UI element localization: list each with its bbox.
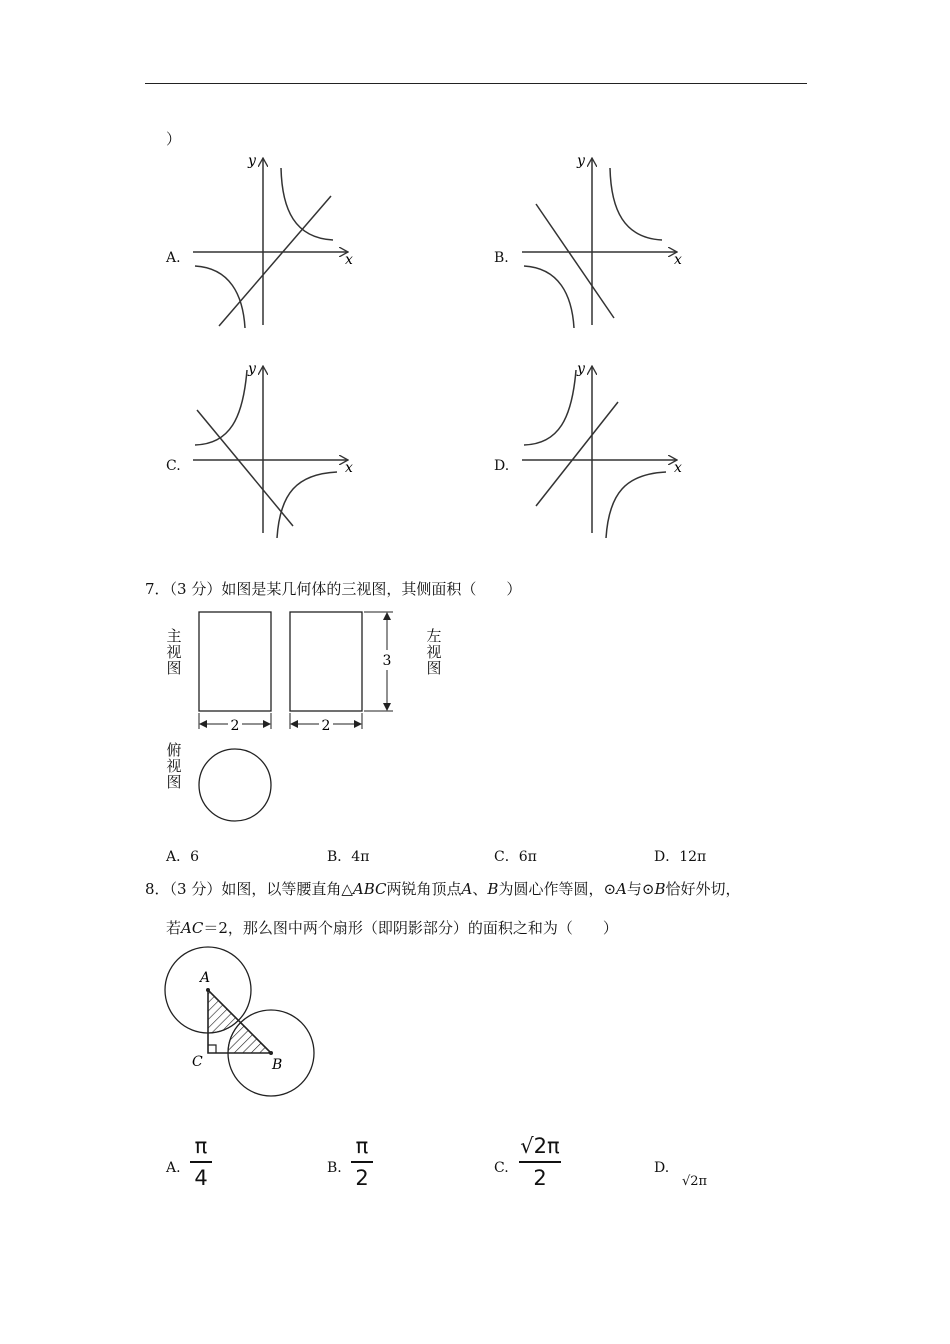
x-label: x: [345, 252, 353, 268]
q6-close-paren: ）: [166, 130, 182, 148]
q8-option-d-letter[interactable]: D.: [654, 1160, 670, 1176]
q7-option-b[interactable]: B．4π: [327, 849, 370, 865]
top-view-circle: [199, 749, 271, 821]
label-b: B: [272, 1057, 283, 1073]
hyperbola-branch-2: [606, 472, 666, 538]
q8-figure: [160, 940, 330, 1105]
q6-option-a-letter[interactable]: A.: [166, 250, 181, 266]
q6-option-c-letter[interactable]: C.: [166, 458, 181, 474]
sector-a: [208, 990, 238, 1033]
hyperbola-branch-2: [277, 472, 337, 538]
q8-option-a-fraction[interactable]: π 4: [190, 1134, 212, 1190]
q6-graph-c[interactable]: [185, 358, 365, 543]
q8-stem-line1: 8．（3 分）如图，以等腰直角△ABC两锐角顶点A、B为圆心作等圆，⊙A与⊙B恰好外切，: [145, 880, 741, 898]
top-view-label: 俯视图: [166, 741, 182, 791]
x-label: x: [345, 460, 353, 476]
y-label: y: [577, 153, 585, 169]
q8-option-b-letter[interactable]: B.: [327, 1160, 342, 1176]
hyperbola-branch-2: [195, 266, 245, 328]
q8-option-b-fraction[interactable]: π 2: [351, 1134, 373, 1190]
x-label: x: [674, 460, 682, 476]
q6-graph-b[interactable]: [514, 150, 694, 335]
hyperbola-branch-1: [610, 168, 662, 240]
line: [536, 402, 618, 506]
y-label: y: [248, 361, 256, 377]
q7-stem: [145, 578, 521, 599]
height-value: 3: [382, 653, 392, 669]
q6-graph-d[interactable]: [514, 358, 694, 543]
three-view-figure: [190, 605, 410, 830]
left-width-value: 2: [321, 718, 331, 734]
q7-text: 如图是某几何体的三视图，其侧面积（ ）: [221, 580, 522, 598]
front-width-value: 2: [230, 718, 240, 734]
line: [197, 410, 293, 526]
left-view-label: 左视图: [426, 627, 442, 677]
q7-option-c[interactable]: C．6π: [494, 849, 537, 865]
hyperbola-branch-1: [281, 168, 333, 240]
hyperbola-branch-2: [524, 266, 574, 328]
q8-option-a-letter[interactable]: A.: [166, 1160, 181, 1176]
q8-stem-line2: 若AC＝2，那么图中两个扇形（即阴影部分）的面积之和为（ ）: [166, 919, 618, 937]
q8-option-c-letter[interactable]: C.: [494, 1160, 509, 1176]
q7-number: 7．: [145, 580, 170, 598]
q8-option-d-value[interactable]: √2π: [682, 1174, 708, 1189]
y-label: y: [248, 153, 256, 169]
q6-option-d-letter[interactable]: D.: [494, 458, 510, 474]
line: [219, 196, 331, 326]
hyperbola-branch-1: [195, 370, 247, 445]
x-label: x: [674, 252, 682, 268]
header-rule: [145, 83, 807, 84]
label-a: A: [200, 970, 211, 986]
label-c: C: [192, 1054, 203, 1070]
q6-option-b-letter[interactable]: B.: [494, 250, 509, 266]
front-view-label: 主视图: [166, 627, 182, 677]
q8-option-c-fraction[interactable]: √2π 2: [520, 1134, 560, 1190]
q7-option-a[interactable]: A．6: [166, 849, 200, 865]
y-label: y: [577, 361, 585, 377]
q7-option-d[interactable]: D．12π: [654, 849, 707, 865]
sector-b: [228, 1023, 271, 1053]
q7-points: （3 分）: [169, 580, 222, 598]
hyperbola-branch-1: [524, 370, 576, 445]
front-view-rect: [199, 612, 271, 711]
q6-graph-a[interactable]: [185, 150, 365, 335]
left-view-rect: [290, 612, 362, 711]
right-angle-mark: [208, 1045, 216, 1053]
line: [536, 204, 614, 318]
